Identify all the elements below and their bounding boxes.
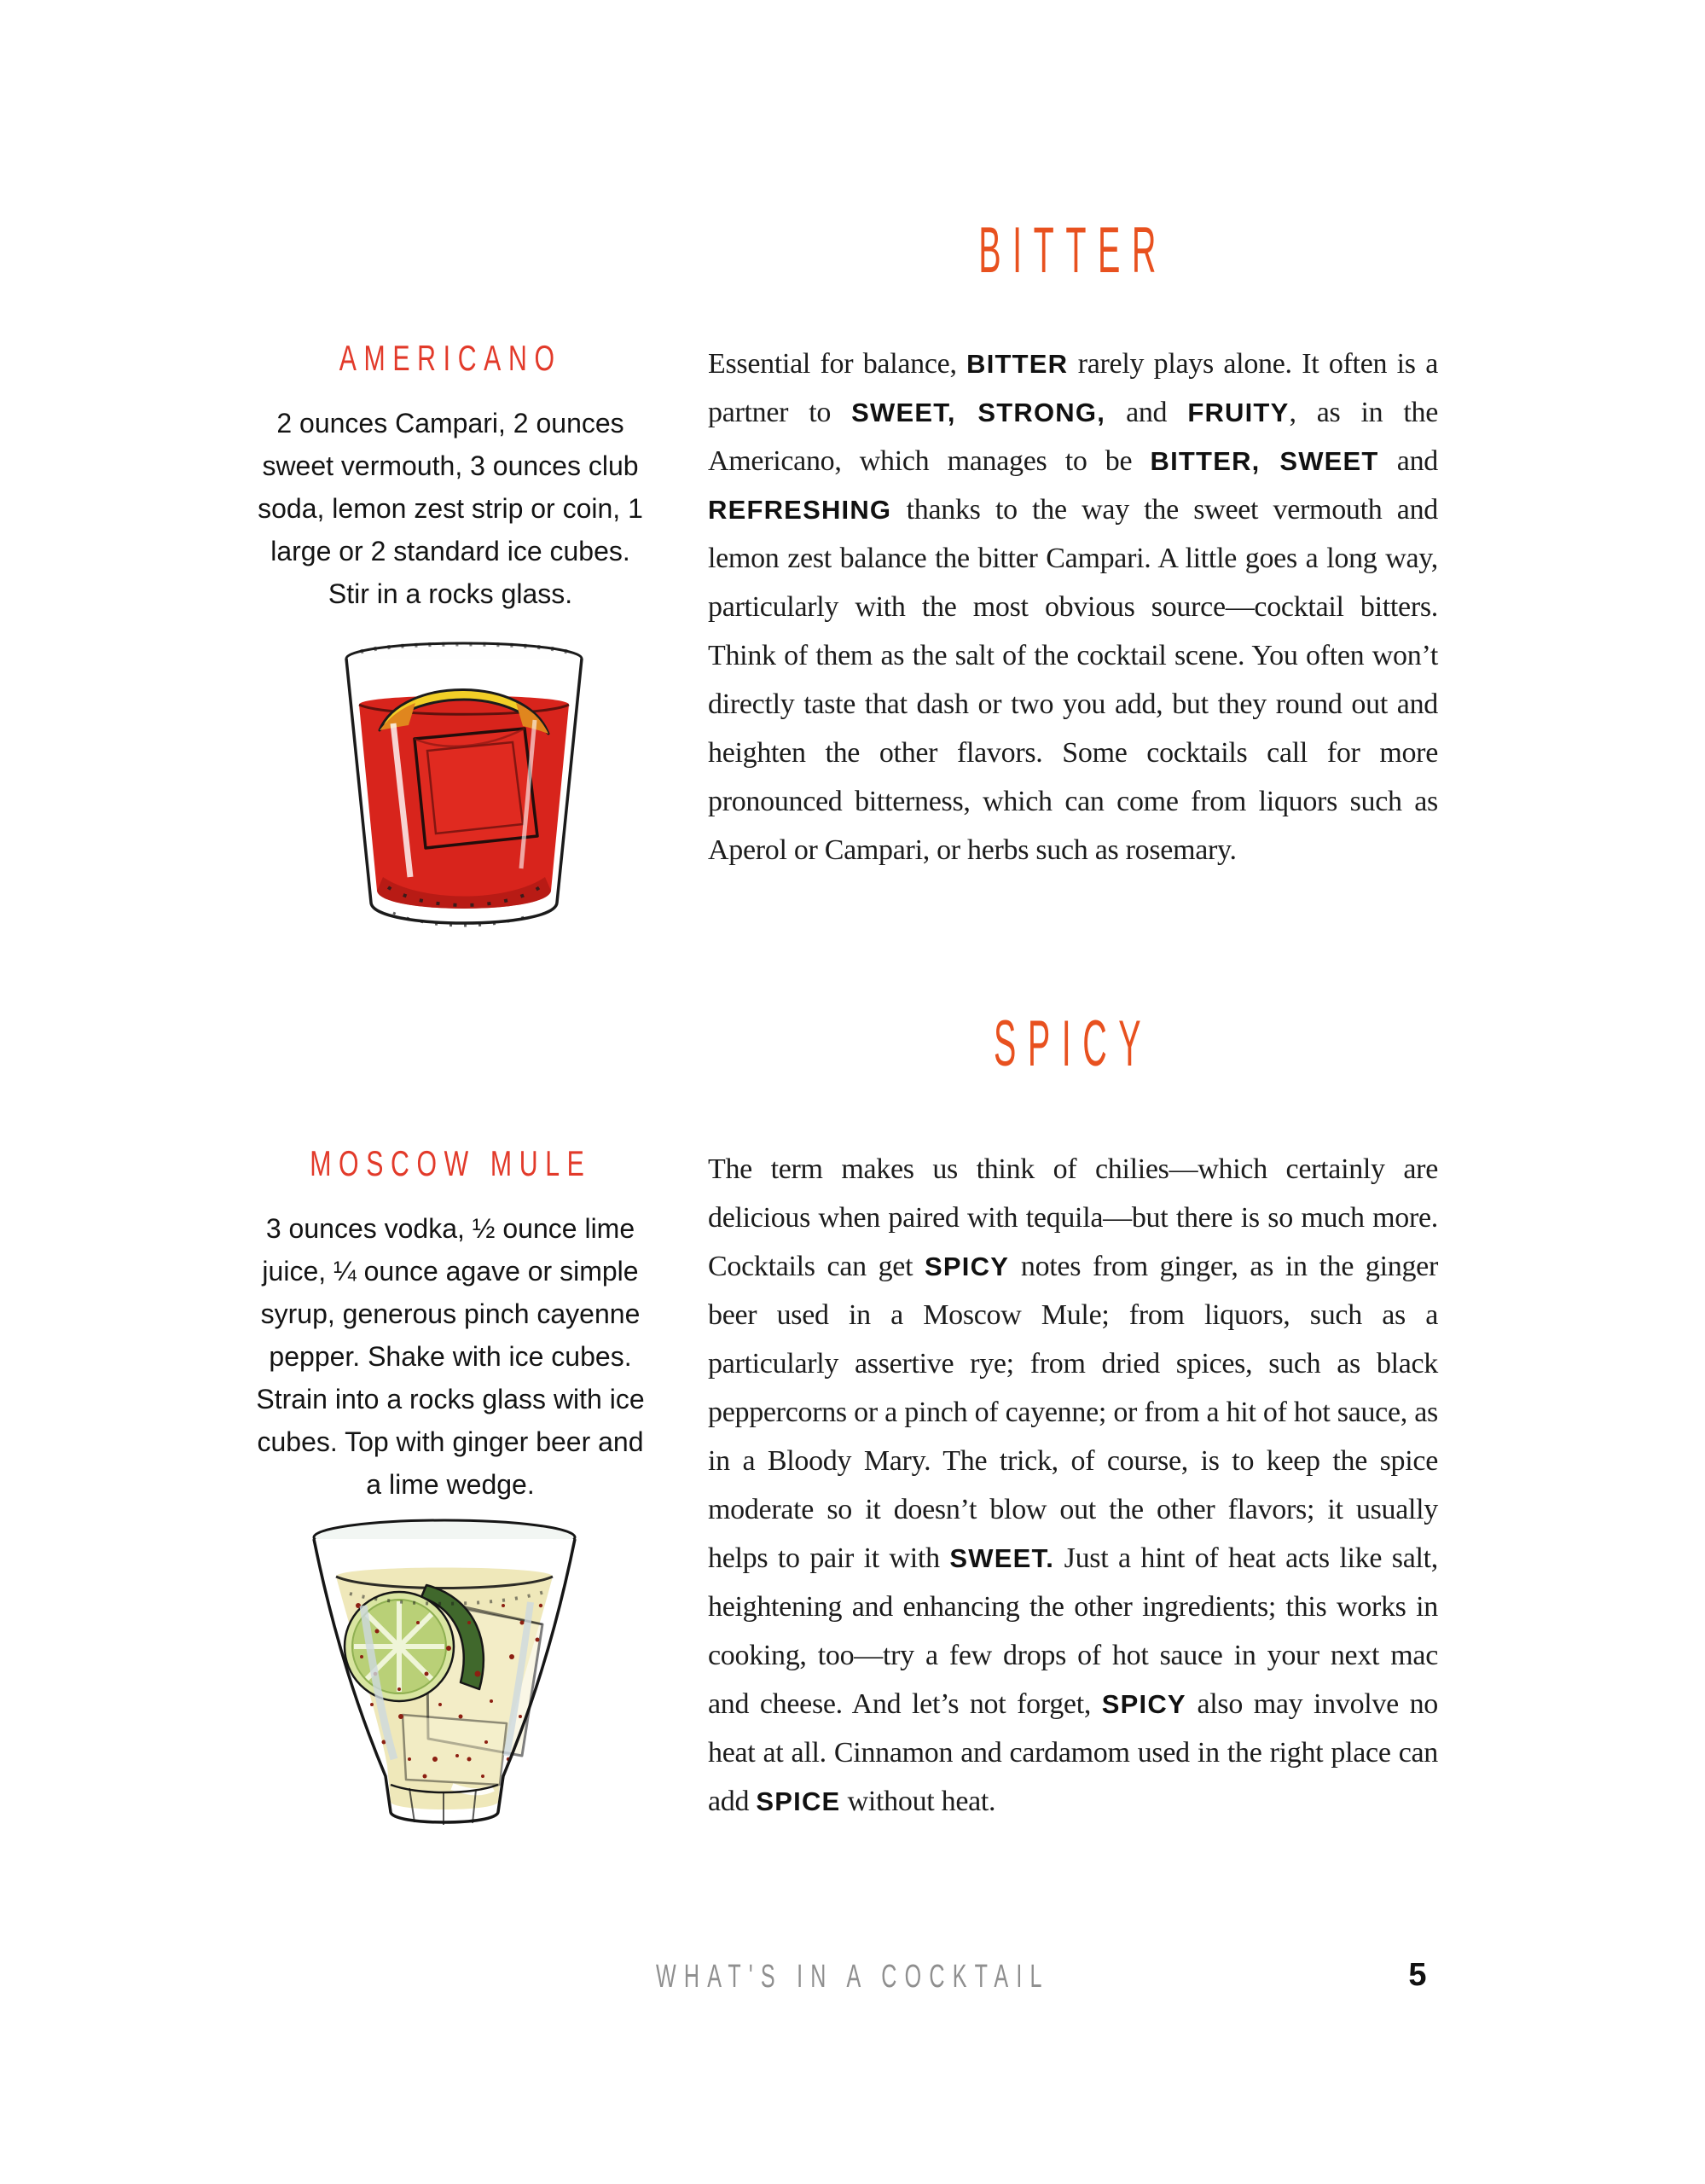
section-title-text: SPICY — [993, 1008, 1153, 1080]
recipe-title-text: AMERICANO — [339, 338, 562, 378]
body-text-bitter: Essential for balance, BITTER rarely plays alone. It often is a partner to SWEET, STRONG, and FRUITY, as in the Americano, which manages to be BITTER, SWEET and REFRESHING thanks to the way the sweet vermouth and lemon zest balance the bitter Campari. A little goes a long way, particularly with the most obvious source—cocktail bitters. Think of them as the salt of the cocktail scene. You often won’t directly taste that dash or two you add, but they round out and heighten the other flavors. Some cocktails call for more pronounced bitterness, which can come from liquors such as Aperol or Campari, or herbs such as rosemary. — [708, 348, 1439, 866]
recipe-title-text: MOSCOW MULE — [309, 1143, 592, 1183]
section-title-bitter — [708, 213, 1438, 288]
recipe-title-moscow-mule — [250, 1143, 651, 1190]
body-keyword: SWEET, STRONG, — [851, 398, 1106, 427]
ice-cube-lower — [403, 1715, 507, 1785]
recipe-sidebar-americano — [250, 338, 651, 615]
body-keyword: REFRESHING — [708, 495, 892, 525]
body-text-spicy: The term makes us think of chilies—which certainly are delicious when paired with tequila—but there is so much more. Cocktails can get SPICY notes from ginger, as in the ginger beer used in a Moscow Mule; from liquors, such as a particularly assertive rye; from dried spices, such as black peppercorns or a pinch of cayenne; or from a hit of hot sauce, as in a Bloody Mary. The trick, of course, is to keep the spice moderate so it doesn’t blow out the other flavors; it usually helps to pair it with SWEET. Just a hint of heat acts like salt, heightening and enhancing the other ingredients; this works in cooking, too—try a few drops of hot sauce in your next mac and cheese. And let’s not forget, SPICY also may involve no heat at all. Cinnamon and cardamom used in the right place can add SPICE without heat. — [708, 1153, 1439, 1817]
body-keyword: BITTER, SWEET — [1150, 446, 1379, 476]
recipe-sidebar-moscow-mule — [250, 1143, 651, 1506]
section-title-spicy — [708, 1007, 1438, 1081]
running-head-text: WHAT'S IN A COCKTAIL — [655, 1959, 1050, 1995]
body-keyword: FRUITY — [1187, 398, 1290, 427]
moscow-mule-glass-illustration — [299, 1503, 590, 1838]
lime-center — [394, 1641, 404, 1652]
recipe-title-americano — [250, 338, 651, 385]
section-title-text: BITTER — [978, 214, 1168, 287]
page-number: 5 — [1408, 1957, 1427, 1993]
running-head — [0, 1959, 1705, 1995]
body-keyword: SWEET. — [949, 1543, 1055, 1573]
recipe-ingredients-moscow-mule: 3 ounces vodka, ½ ounce lime juice, ¼ ounce agave or simple syrup, generous pinch cayenne pepper. Shake with ice cubes. Strain into a rocks glass with ice cubes. Top with ginger beer and a lime wedge. — [256, 1213, 645, 1500]
americano-glass-illustration — [327, 621, 601, 947]
body-keyword: SPICY — [1101, 1689, 1186, 1719]
body-keyword: SPICY — [925, 1252, 1010, 1281]
body-keyword: BITTER — [966, 349, 1069, 379]
recipe-ingredients-americano: 2 ounces Campari, 2 ounces sweet vermouth, 3 ounces club soda, lemon zest strip or coin, 1 large or 2 standard ice cubes. Stir in a rocks glass. — [258, 408, 643, 609]
body-keyword: SPICE — [756, 1786, 841, 1816]
